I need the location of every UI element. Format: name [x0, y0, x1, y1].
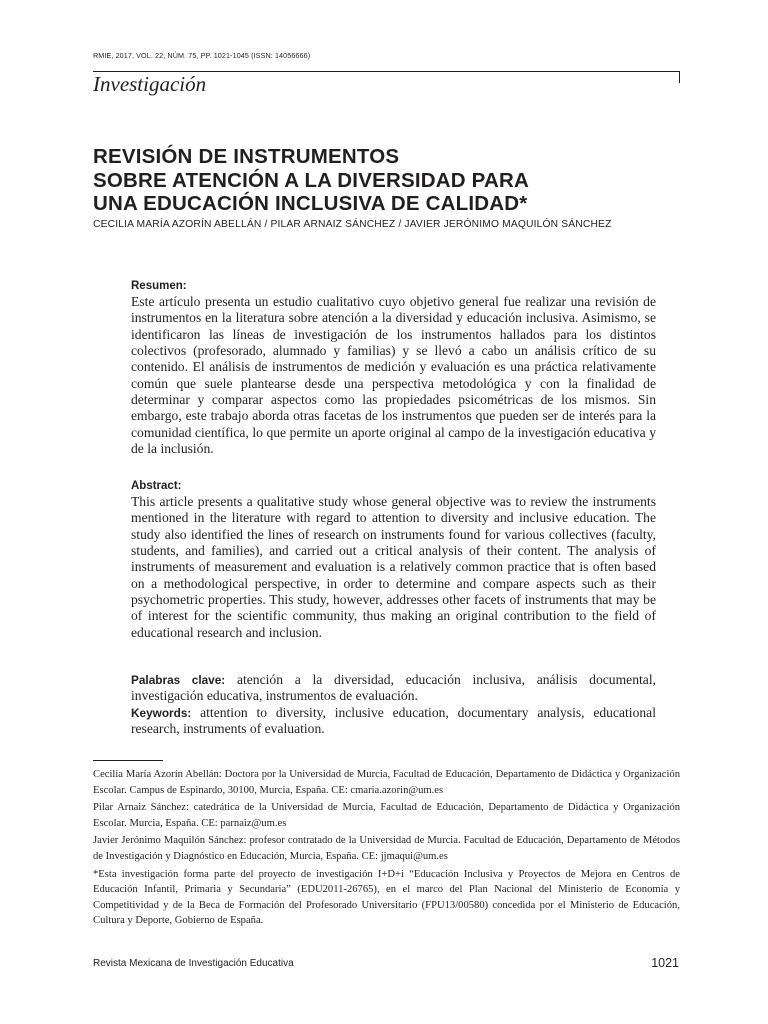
- section-rule-corner: [679, 71, 680, 83]
- footer-journal: Revista Mexicana de Investigación Educativa: [93, 958, 294, 969]
- abstract-section: [131, 478, 656, 641]
- resumen-label: Resumen:: [131, 280, 187, 292]
- palabras-clave: [131, 672, 656, 705]
- journal-citation: RMIE, 2017, VOL. 22, NÚM. 75, PP. 1021-1045 (ISSN: 14056666): [93, 51, 311, 60]
- abstract-text: This article presents a qualitative study whose general objective was to review the instruments mentioned in the literature with regard to attention to diversity and inclusive education. The study also identified the lines of research on instruments found for various collectives (faculty, students, and families), and carried out a critical analysis of their content. The analysis of instruments of measurement and evaluation is a relatively common practice that is often based on a methodological perspective, in order to determine and compare aspects such as their psychometric properties. This study, however, addresses other facets of instruments that may be of interest for the scientific community, thus making an original contribution to the field of educational research and inclusion.: [131, 494, 656, 640]
- page-number: 1021: [651, 956, 679, 970]
- palabras-clave-label: Palabras clave:: [131, 673, 226, 687]
- abstract-label: Abstract:: [131, 480, 182, 492]
- footnote-funding: *Esta investigación forma parte del proyecto de investigación I+D+i “Educación Inclusiva y Proyectos de Mejora en Centros de Educación Infantil, Primaria y Secundaria” (EDU2011-26765), en el marco del Plan Nacional del Ministerio de Economía y Competitividad y de la Beca de Formación del Profesorado Universitario (FPU13/00580) concedida por el Ministerio de Educación, Cultura y Deporte, Gobierno de España.: [93, 868, 680, 927]
- footnote-author-2: Pilar Arnaiz Sánchez: catedrática de la Universidad de Murcia, Facultad de Educación, Departamento de Didáctica y Organización Escolar. Murcia, España. CE: parnaiz@um.es: [93, 802, 680, 829]
- resumen-text: Este artículo presenta un estudio cualitativo cuyo objetivo general fue realizar una revisión de instrumentos en la literatura sobre atención a la diversidad y educación inclusiva. Asimismo, se identificaron las líneas de investigación de los instrumentos hallados para los distintos colectivos (profesorado, alumnado y familias) y se llevó a cabo un análisis crítico de su contenido. El análisis de instrumentos de medición y evaluación es una práctica relativamente común que suele plantearse desde una perspectiva metodológica y con la finalidad de determinar y comparar aspectos como las propiedades psicométricas de los mismos. Sin embargo, este trabajo aborda otras facetas de los instrumentos que pueden ser de interés para la comunidad científica, lo que permite un aporte original al campo de la investigación educativa y de la inclusión.: [131, 294, 656, 457]
- footnote-divider: [93, 760, 163, 761]
- keywords-label: Keywords:: [131, 705, 192, 720]
- footnote-author-1: Cecilia María Azorín Abellán: Doctora por la Universidad de Murcia, Facultad de Educación, Departamento de Didáctica y Organización Escolar. Campus de Espinardo, 30100, Murcia, España. CE: cmaria.azorin@um.es: [93, 769, 680, 796]
- resumen-section: [131, 278, 656, 457]
- keywords-text: attention to diversity, inclusive education, documentary analysis, educational research, instruments of evaluation.: [131, 704, 656, 737]
- section-label: Investigación: [93, 72, 207, 96]
- footnotes: [93, 767, 680, 931]
- title-line-3: UNA EDUCACIÓN INCLUSIVA DE CALIDAD*: [93, 192, 528, 215]
- keywords: [131, 705, 656, 738]
- title-line-2: SOBRE ATENCIÓN A LA DIVERSIDAD PARA: [93, 168, 529, 192]
- keywords-section: [131, 672, 656, 738]
- title-line-1: REVISIÓN DE INSTRUMENTOS: [93, 145, 400, 168]
- author-list: CECILIA MARÍA AZORÍN ABELLÁN / PILAR ARNAIZ SÁNCHEZ / JAVIER JERÓNIMO MAQUILÓN SÁNCHEZ: [93, 219, 612, 230]
- palabras-clave-text: atención a la diversidad, educación inclusiva, análisis documental, investigación educativa, instrumentos de evaluación.: [131, 672, 656, 704]
- article-title: [93, 145, 693, 216]
- footnote-author-3: Javier Jerónimo Maquilón Sánchez: profesor contratado de la Universidad de Murcia. Facultad de Educación, Departamento de Métodos de Investigación y Diagnóstico en Educación, Murcia, España. CE: jjmaqui@um.es: [93, 835, 680, 862]
